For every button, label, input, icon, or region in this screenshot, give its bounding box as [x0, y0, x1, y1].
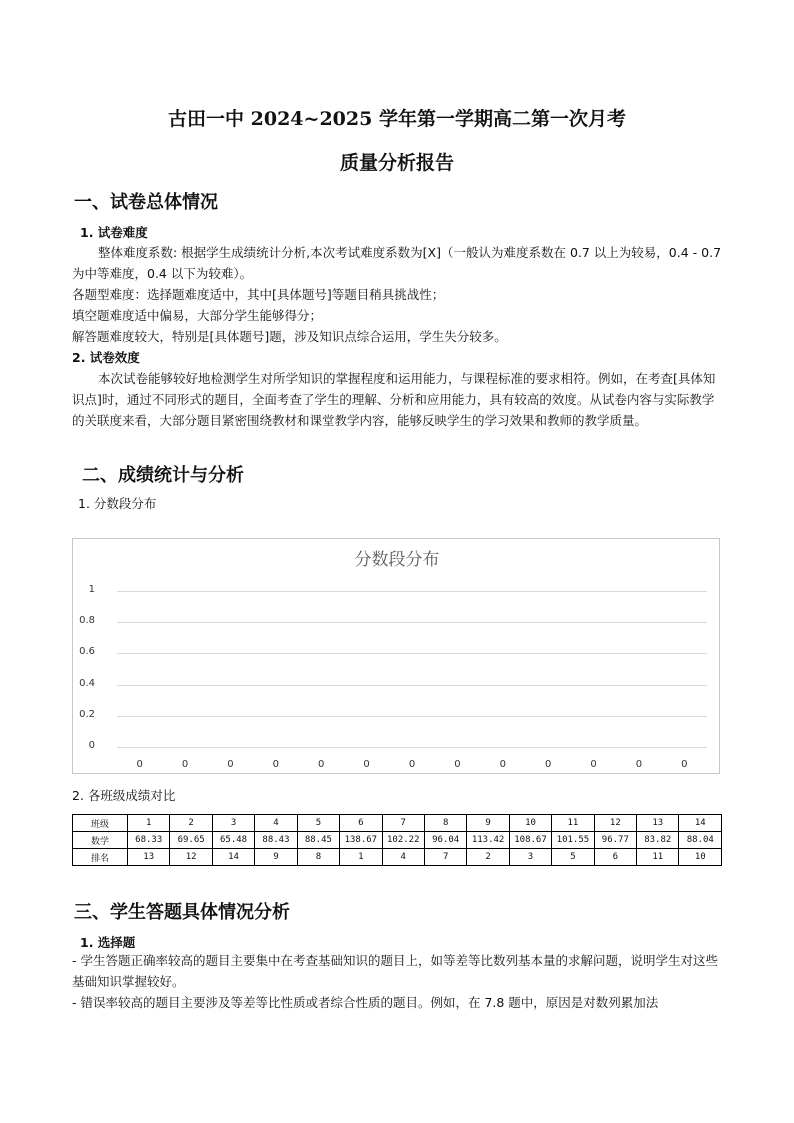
gridline [117, 653, 707, 654]
gridline [117, 622, 707, 623]
table-cell: 69.65 [170, 832, 212, 849]
x-category-label: 0 [272, 759, 280, 770]
x-category-label: 0 [499, 759, 506, 770]
table-cell: 11 [637, 849, 679, 866]
choice-bullet-correct: - 学生答题正确率较高的题目主要集中在考查基础知识的题目上，如等差等比数列基本量的求解问题，说明学生对这些基础知识掌握较好。 [72, 953, 718, 989]
table-cell: 12 [170, 849, 212, 866]
score-distribution-chart [72, 538, 720, 774]
table-cell: 1 [340, 849, 382, 866]
question-type-difficulty-line: 各题型难度：选择题难度适中，其中[具体题号]等题目稍具挑战性； [72, 287, 445, 302]
validity-paragraph: 本次试卷能够较好地检测学生对所学知识的掌握程度和运用能力，与课程标准的要求相符。例如，在考查[具体知识点]时，通过不同形式的题目，全面考查了学生的理解、分析和应用能力，具有较高的效度。从试卷内容与实际教学的关联度来看，大部分题目紧密围绕教材和课堂教学内容，能够反映学生的学习效果和教师的教学质量。 [72, 371, 716, 428]
class-number-row [73, 815, 722, 832]
x-category-label: 0 [635, 759, 643, 770]
x-category-label: 0 [363, 759, 370, 770]
difficulty-coefficient-paragraph: 整体难度系数: 根据学生成绩统计分析,本次考试难度系数为[X]（一般认为难度系数在 0.7 以上为较易，0.4 - 0.7 为中等难度，0.4 以下为较难）。 [72, 245, 722, 281]
section1-heading: 一、试卷总体情况 [74, 192, 218, 213]
y-tick-label: 0.2 [79, 708, 95, 720]
table-cell: 108.67 [509, 832, 551, 849]
table-cell: 65.48 [212, 832, 254, 849]
gridline [117, 747, 707, 748]
section3-sub-choice: 1. 选择题 [80, 935, 136, 950]
table-cell: 11 [552, 815, 594, 832]
table-cell: 14 [212, 849, 254, 866]
choice-bullet-errors: - 错误率较高的题目主要涉及等差等比性质或者综合性质的题目。例如，在 7.8 题中，原因是对数列累加法 [72, 995, 659, 1010]
table-cell: 5 [297, 815, 339, 832]
x-category-label: 0 [227, 759, 234, 770]
x-category-label: 0 [454, 759, 461, 770]
y-tick-label: 0.4 [79, 677, 95, 689]
section2-heading: 二、成绩统计与分析 [82, 465, 244, 486]
table-cell: 138.67 [340, 832, 382, 849]
table-cell: 4 [382, 849, 424, 866]
table-cell: 10 [679, 849, 722, 866]
table-cell: 9 [467, 815, 509, 832]
y-tick-label: 0.6 [79, 646, 95, 658]
table-cell: 13 [637, 815, 679, 832]
x-category-label: 0 [408, 759, 416, 770]
table-cell: 83.82 [637, 832, 679, 849]
fill-blank-difficulty-line: 填空题难度适中偏易，大部分学生能够得分； [72, 308, 323, 323]
table-cell: 8 [297, 849, 339, 866]
gridline [117, 591, 707, 592]
section3-heading: 三、学生答题具体情况分析 [74, 902, 290, 923]
table-cell: 7 [424, 849, 466, 866]
y-tick-label: 1 [88, 584, 95, 595]
table-cell: 4 [255, 815, 297, 832]
class-score-table [72, 814, 722, 866]
x-category-label: 0 [544, 759, 552, 770]
table-cell: 14 [679, 815, 722, 832]
gridline [117, 716, 707, 717]
x-category-label: 0 [681, 759, 688, 770]
row-header: 排名 [73, 849, 128, 866]
table-cell: 5 [552, 849, 594, 866]
x-category-label: 0 [590, 759, 597, 770]
table-cell: 88.43 [255, 832, 297, 849]
table-cell: 8 [424, 815, 466, 832]
table-cell: 2 [170, 815, 212, 832]
row-header: 班级 [73, 815, 128, 832]
table-cell: 68.33 [128, 832, 170, 849]
table-cell: 13 [128, 849, 170, 866]
row-header: 数学 [73, 832, 128, 849]
table-cell: 6 [340, 815, 382, 832]
x-category-label: 0 [136, 759, 143, 770]
x-category-label: 0 [318, 759, 325, 770]
section1-sub-difficulty: 1. 试卷难度 [80, 225, 148, 240]
table-cell: 101.55 [552, 832, 594, 849]
math-score-row [73, 832, 722, 849]
table-cell: 3 [509, 849, 551, 866]
table-cell: 7 [382, 815, 424, 832]
document-subtitle: 质量分析报告 [339, 152, 454, 174]
table-cell: 10 [509, 815, 551, 832]
gridline [117, 685, 707, 686]
table-cell: 3 [212, 815, 254, 832]
table-cell: 9 [255, 849, 297, 866]
document-title: 古田一中 2024~2025 学年第一学期高二第一次月考 [168, 108, 626, 130]
table-cell: 1 [128, 815, 170, 832]
table-cell: 2 [467, 849, 509, 866]
table-cell: 88.45 [297, 832, 339, 849]
section2-sub-class-compare: 2. 各班级成绩对比 [72, 788, 176, 803]
solution-difficulty-line: 解答题难度较大，特别是[具体题号]题，涉及知识点综合运用，学生失分较多。 [72, 329, 507, 344]
table-cell: 96.77 [594, 832, 636, 849]
table-cell: 113.42 [467, 832, 509, 849]
section1-sub-validity: 2. 试卷效度 [72, 350, 140, 365]
section2-sub-distribution: 1. 分数段分布 [78, 496, 157, 511]
table-cell: 96.04 [424, 832, 466, 849]
table-cell: 12 [594, 815, 636, 832]
x-category-label: 0 [181, 759, 189, 770]
table-cell: 6 [594, 849, 636, 866]
chart-title: 分数段分布 [354, 550, 440, 570]
y-tick-label: 0.8 [79, 615, 95, 627]
table-cell: 102.22 [382, 832, 424, 849]
y-tick-label: 0 [88, 740, 95, 751]
table-cell: 88.04 [679, 832, 722, 849]
rank-row [73, 849, 722, 866]
